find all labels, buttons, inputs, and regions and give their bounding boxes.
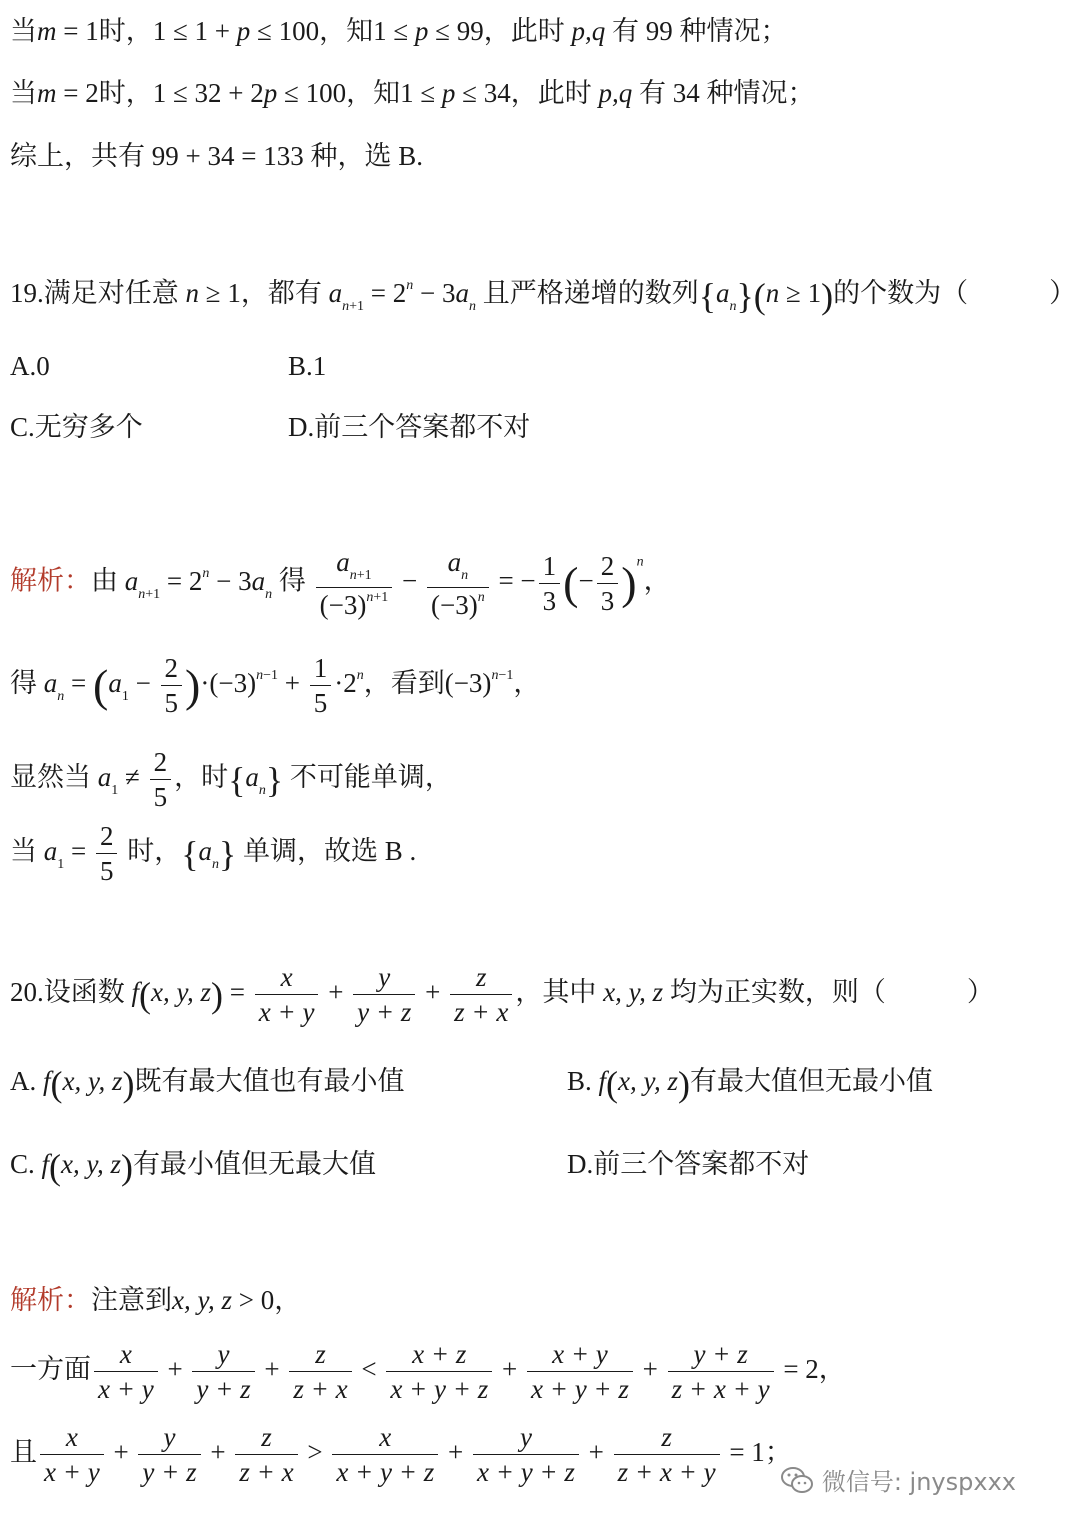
q19-option-a: A.0: [10, 351, 50, 381]
case-m1-line: 当m = 1时，1 ≤ 1 + p ≤ 100，知1 ≤ p ≤ 99，此时 p,q 有 99 种情况；: [10, 16, 788, 46]
sol19-line3: 显然当 $a_1$ ≠ $\frac{2}{5}$ ，时$\{a_n\}$ 不可能单调，: [10, 747, 452, 813]
solution-label: 解析：: [10, 565, 91, 596]
question-19: 19.满足对任意 n ≥ 1，都有 $a_{n+1} = 2^n - 3a_n$ 且严格递增的数列$\{a_n\}(n \ge 1)$的个数为（ ）: [10, 276, 1076, 316]
sol19-line2: 得 $a_n = (a_1$ − $\frac{2}{5}$ )$\cdot(-3)^{n-1}$ + $\frac{1}{5}$ $\cdot 2^n$，看到$(-3)^{n-1}$，: [10, 653, 541, 719]
sol19-line4: 当 $a_1$ = $\frac{2}{5}$ 时，$\{a_n\}$ 单调，故选 B .: [10, 821, 417, 887]
recurrence-formula: $a_{n+1} = 2^n - 3a_n$: [328, 278, 476, 315]
sol19-line1: 解析：由 $a_{n+1} = 2^n - 3a_n$ 得 $\frac{a_{n+1}}{(-3)^{n+1}}$ − $\frac{a_n}{(-3)^n}$ = − $\frac{1}{3}$ (− $\frac{2}{3}$ )$^n$，: [10, 547, 671, 620]
watermark: [780, 1462, 1016, 1497]
sol20-line2: 一方面 $\frac{x}{x + y}$ + $\frac{y}{y + z}$ + $\frac{z}{z + x}$ < $\frac{x + z}{x + y + z}$ + $\frac{x + y}{x + y + z}$ + $\frac{y + z}{z + x + y}$ = 2，: [10, 1339, 846, 1405]
q20-option-b: B. f(x, y, z)有最大值但无最小值: [567, 1064, 934, 1104]
sol20-line1: 解析：注意到x, y, z > 0，: [10, 1285, 302, 1315]
q20-option-d: D.前三个答案都不对: [567, 1149, 810, 1179]
q19-option-c: C.无穷多个: [10, 412, 143, 442]
solution-label: 解析：: [10, 1285, 91, 1315]
case-m2-line: 当m = 2时，1 ≤ 32 + 2p ≤ 100，知1 ≤ p ≤ 34，此时 p,q 有 34 种情况；: [10, 78, 815, 108]
q20-option-c: C. f(x, y, z)有最小值但无最大值: [10, 1147, 377, 1187]
sequence-expression: $\{a_n\}(n \ge 1)$: [698, 276, 834, 316]
wechat-icon: [780, 1465, 814, 1495]
q19-option-b: B.1: [288, 351, 327, 381]
q20-option-a: A. f(x, y, z)既有最大值也有最小值: [10, 1064, 405, 1104]
sol20-line3: 且 $\frac{x}{x + y}$ + $\frac{y}{y + z}$ + $\frac{z}{z + x}$ > $\frac{x}{x + y + z}$ + $\frac{y}{x + y + z}$ + $\frac{z}{z + x + y}$ = 1；: [10, 1422, 792, 1488]
summary-line: 综上，共有 99 + 34 = 133 种，选 B.: [10, 141, 423, 171]
question-20: 20.设函数 f(x, y, z) = $\frac{x}{x + y}$ + $\frac{y}{y + z}$ + $\frac{z}{z + x}$ ，其中 x, y, z 均为正实数，则（ ）: [10, 962, 994, 1028]
q19-option-d: D.前三个答案都不对: [288, 412, 531, 442]
watermark-text: 微信号: jnyspxxx: [821, 1468, 1016, 1496]
